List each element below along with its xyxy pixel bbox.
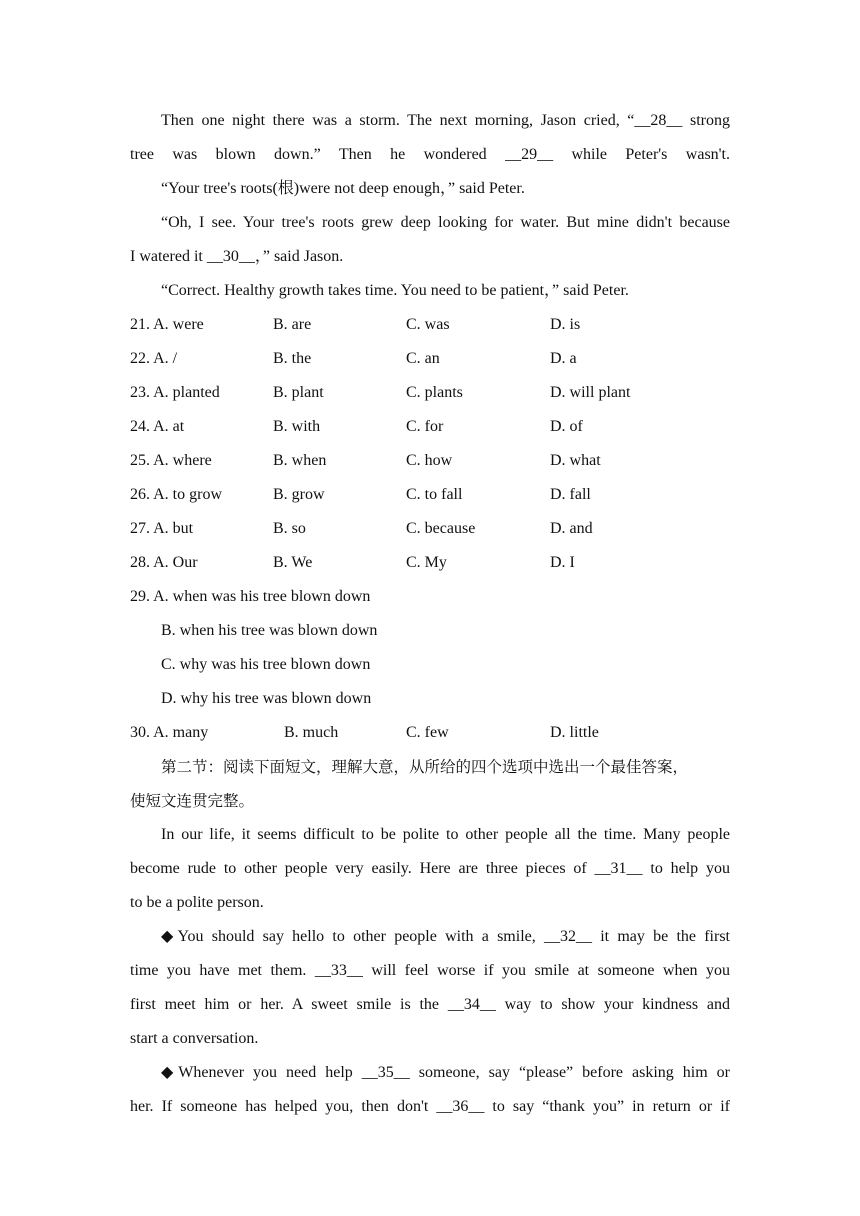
question-27: [130, 512, 730, 546]
option-d: D. is: [550, 316, 581, 333]
question-29-option-d: D. why his tree was blown down: [161, 690, 372, 707]
option-d: D. fall: [550, 486, 591, 503]
option-d: D. little: [550, 724, 599, 741]
option-d: D. a: [550, 350, 577, 367]
passage-paragraph-2-line-3: first meet him or her. A sweet smile is the __34__ way to show your kindness and: [130, 996, 730, 1013]
question-22: [130, 342, 730, 376]
option-d: D. and: [550, 520, 593, 537]
story-paragraph-3-line-1: “Oh, I see. Your tree's roots grew deep looking for water. But mine didn't because: [161, 214, 730, 231]
passage-paragraph-1-line-2: become rude to other people very easily. Here are three pieces of __31__ to help you: [130, 860, 730, 877]
question-24: [130, 410, 730, 444]
section-2-heading-line-1: 第二节：阅读下面短文，理解大意，从所给的四个选项中选出一个最佳答案，: [161, 758, 689, 776]
option-c: C. My: [406, 554, 447, 571]
story-paragraph-4: “Correct. Healthy growth takes time. You need to be patient，” said Peter.: [161, 282, 629, 299]
question-30: [130, 716, 730, 750]
option-b: B. are: [273, 316, 312, 333]
option-a: 22. A. /: [130, 350, 178, 367]
passage-paragraph-2-line-4: start a conversation.: [130, 1030, 259, 1047]
option-c: C. an: [406, 350, 440, 367]
question-26: [130, 478, 730, 512]
option-d: D. will plant: [550, 384, 631, 401]
question-21: [130, 308, 730, 342]
option-b: B. so: [273, 520, 306, 537]
question-29-option-a: 29. A. when was his tree blown down: [130, 588, 371, 605]
passage-paragraph-3-line-2: her. If someone has helped you, then don't __36__ to say “thank you” in return or if: [130, 1098, 730, 1115]
question-23: [130, 376, 730, 410]
passage-paragraph-2-line-1: ◆You should say hello to other people with a smile, __32__ it may be the first: [161, 928, 730, 945]
question-25: [130, 444, 730, 478]
passage-paragraph-3-line-1: ◆Whenever you need help __35__ someone, say “please” before asking him or: [161, 1064, 730, 1081]
option-c: C. how: [406, 452, 453, 469]
option-d: D. what: [550, 452, 601, 469]
question-29-option-c: C. why was his tree blown down: [161, 656, 371, 673]
option-b: B. with: [273, 418, 321, 435]
question-29-option-b: B. when his tree was blown down: [161, 622, 378, 639]
option-d: D. I: [550, 554, 575, 571]
option-c: C. was: [406, 316, 450, 333]
option-a: 24. A. at: [130, 418, 185, 435]
option-a: 26. A. to grow: [130, 486, 222, 503]
story-paragraph-3-line-2: I watered it __30__，” said Jason.: [130, 248, 344, 265]
option-b: B. when: [273, 452, 327, 469]
section-2-heading-line-2: 使短文连贯完整。: [130, 792, 255, 810]
option-a: 28. A. Our: [130, 554, 198, 571]
option-b: B. grow: [273, 486, 325, 503]
option-a: 21. A. were: [130, 316, 204, 333]
passage-paragraph-1-line-1: In our life, it seems difficult to be polite to other people all the time. Many people: [161, 826, 730, 843]
option-c: C. few: [406, 724, 449, 741]
option-b: B. much: [284, 724, 339, 741]
story-paragraph-1-line-2: tree was blown down.” Then he wondered __29__ while Peter's wasn't.: [130, 146, 730, 163]
option-a: 25. A. where: [130, 452, 212, 469]
option-c: C. to fall: [406, 486, 463, 503]
passage-paragraph-1-line-3: to be a polite person.: [130, 894, 264, 911]
story-paragraph-1-line-1: Then one night there was a storm. The next morning, Jason cried, “__28__ strong: [161, 112, 730, 129]
option-a: 30. A. many: [130, 724, 209, 741]
document-page: [130, 104, 730, 1124]
option-c: C. because: [406, 520, 476, 537]
option-d: D. of: [550, 418, 583, 435]
option-c: C. for: [406, 418, 444, 435]
option-a: 27. A. but: [130, 520, 194, 537]
passage-paragraph-2-line-2: time you have met them. __33__ will feel worse if you smile at someone when you: [130, 962, 730, 979]
option-b: B. plant: [273, 384, 324, 401]
question-28: [130, 546, 730, 580]
story-paragraph-2: “Your tree's roots(根)were not deep enough，” said Peter.: [161, 180, 525, 197]
option-c: C. plants: [406, 384, 463, 401]
option-b: B. We: [273, 554, 313, 571]
option-a: 23. A. planted: [130, 384, 220, 401]
option-b: B. the: [273, 350, 312, 367]
